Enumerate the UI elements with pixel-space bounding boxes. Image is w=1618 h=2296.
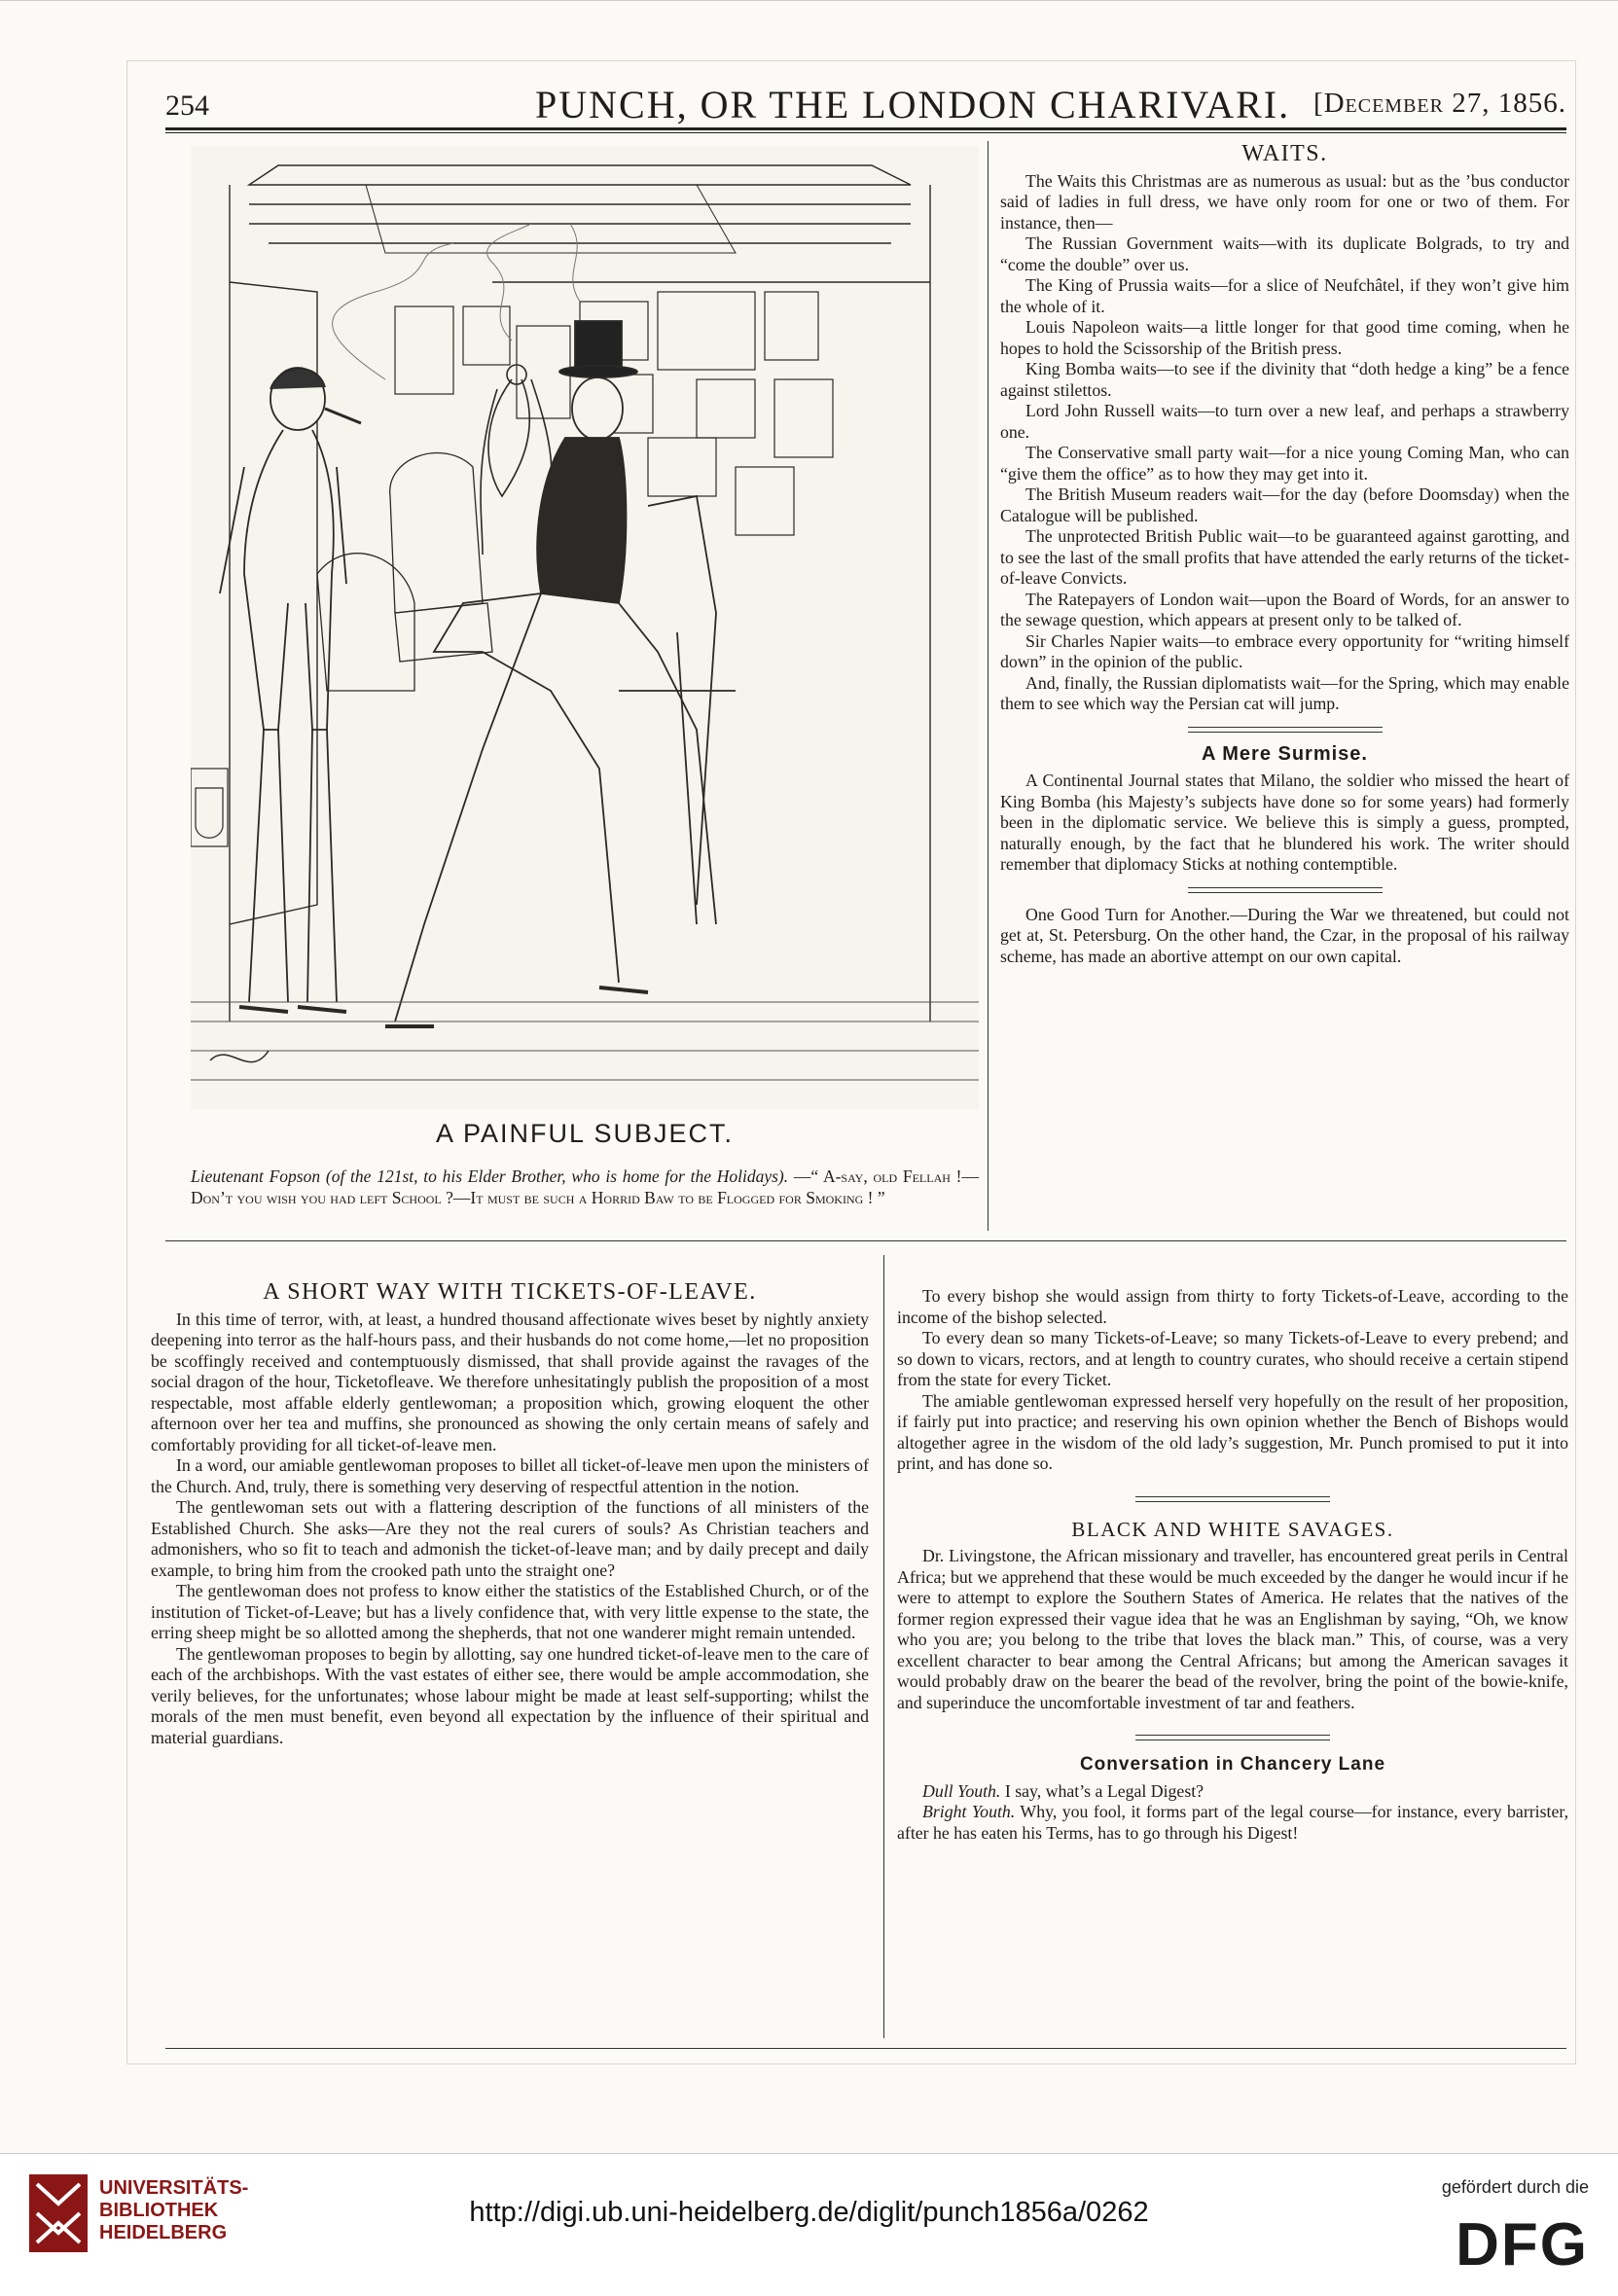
tickets-paragraph: The gentlewoman does not profess to know either the statistics of the Established Church, or of the institution of Ticket-of-Leave; but has a lively confidence that, with very little expense to the state, the erring sheep might be so allotted among the shepherds, that not one wanderer might remain untended. (151, 1581, 869, 1642)
waits-paragraph: Lord John Russell waits—to turn over a new leaf, and perhaps a strawberry one. (1000, 401, 1569, 442)
tickets-paragraph: In this time of terror, with, at least, a hundred thousand affectionate wives beset by nightly anxiety deepening into terror as the half-hours pass, and their husbands do not come home,—let no proposition be scoffingly received and contemptuously dismissed, that shall provide against the ravages of the social dragon of the hour, Ticketofleave. We therefore unhesitatingly publish the proposition of a most respectable, most affable elderly gentlewoman; a proposition which, growing eloquent the other afternoon over her tea and muffins, she pronounced as showing the only certain means of safely and comfortably providing for all ticket-of-leave men. (151, 1309, 869, 1454)
tickets-title: A SHORT WAY WITH TICKETS-OF-LEAVE. (263, 1279, 757, 1305)
page-number: 254 (165, 90, 209, 122)
tickets-continued-paragraph: The amiable gentlewoman expressed herself very hopefully on the result of her proposition, if fairly put into practice; and reserving his own opinion whether the Bench of Bishops would altogether agree in the wisdom of the old lady’s suggestion, Mr. Punch promised to put it into print, and has done so. (897, 1390, 1568, 1473)
chancery-speaker: Bright Youth. (922, 1802, 1016, 1821)
library-name-line: UNIVERSITÄTS- (99, 2177, 249, 2199)
column-divider-bottom (883, 1255, 884, 2038)
black-white-paragraph: Dr. Livingstone, the African missionary and traveller, has encountered great perils in Central Africa; but we apprehend that these would be much exceeded by the danger he would incur if he were to attempt to explore the Southern States of America. He relates that the natives of the former region expressed their vague idea that he was an Englishman by saying, “Oh, we know who you are; you belong to the tribe that loves the black man.” This, of course, was a very excellent character to bear among the Central Africans; but among the American savages it would probably draw on the bearer the bead of the revolver, bring the point of the bowie-knife, and superinduce the uncomfortable investment of tar and feathers. (897, 1546, 1568, 1712)
header-rule (165, 127, 1566, 130)
waits-paragraph: The Waits this Christmas are as numerous as usual: but as the ’bus conductor said of ladies in full dress, we have only room for one or two of them. For instance, then— (1000, 170, 1569, 233)
tickets-column (151, 1279, 869, 1748)
cartoon-caption-lead: Lieutenant Fopson (of the 121st, to his Elder Brother, who is home for the Holidays). (191, 1166, 789, 1186)
tickets-continued-paragraph: To every dean so many Tickets-of-Leave; so many Tickets-of-Leave to every prebend; and so down to vicars, rectors, and at length to country curates, who should receive a certain stipend from the state for every Ticket. (897, 1328, 1568, 1389)
funded-by-label: gefördert durch die (1441, 2177, 1589, 2197)
cartoon-caption (191, 1166, 979, 1208)
tickets-paragraph: The gentlewoman sets out with a flattering description of the functions of all ministers of the Established Church. She asks—Are they not the real curers of souls? As Christian teachers and admonishers, who so fit to teach and admonish the ticket-of-leave man; and by daily precept and daily example, to bring him from the crooked path unto the straight one? (151, 1497, 869, 1580)
tickets-paragraph: In a word, our amiable gentlewoman proposes to billet all ticket-of-leave men upon the ministers of the Church. And, truly, there is something very deserving of respectful attention in the notion. (151, 1455, 869, 1496)
waits-paragraph: The King of Prussia waits—for a slice of Neufchâtel, if they won’t give him the whole of it. (1000, 275, 1569, 316)
issue-date: [December 27, 1856. (1312, 88, 1566, 119)
tickets-continued-paragraph: To every bishop she would assign from thirty to forty Tickets-of-Leave, according to the income of the bishop selected. (897, 1286, 1568, 1327)
bottom-right-column (897, 1286, 1568, 1844)
bottom-rule (165, 2048, 1566, 2049)
library-name-line: BIBLIOTHEK (99, 2200, 219, 2221)
waits-paragraph: The British Museum readers wait—for the day (before Doomsday) when the Catalogue will be published. (1000, 484, 1569, 525)
one-good-turn-paragraph: One Good Turn for Another.—During the War we threatened, but could not get at, St. Petersburg. On the other hand, the Czar, in the proposal of his railway scheme, has made an abortive attempt on our own capital. (1000, 904, 1569, 966)
separator-rule (1188, 887, 1383, 893)
masthead-title: PUNCH, OR THE LONDON CHARIVARI. (535, 83, 1291, 126)
waits-paragraph: The Ratepayers of London wait—upon the Board of Words, for an answer to the sewage question, which appears at present only to be talked of. (1000, 589, 1569, 629)
chancery-text: Why, you fool, it forms part of the legal course—for instance, every barrister, after he has eaten his Terms, has to go through his Digest! (897, 1802, 1569, 1843)
source-url-link[interactable]: http://digi.ub.uni-heidelberg.de/diglit/punch1856a/0262 (469, 2197, 1149, 2228)
waits-paragraph: The Conservative small party wait—for a nice young Coming Man, who can “give them the office” as to how they may get into it. (1000, 443, 1569, 484)
chancery-text: I say, what’s a Legal Digest? (1004, 1780, 1205, 1801)
chancery-line (897, 1781, 1568, 1803)
dfg-logo: DFG (1456, 2211, 1589, 2278)
top-edge (0, 0, 1618, 1)
separator-rule (1188, 727, 1383, 733)
header-rule-thin (165, 132, 1566, 133)
black-white-title: BLACK AND WHITE SAVAGES. (1071, 1517, 1394, 1541)
waits-paragraph: King Bomba waits—to see if the divinity that “doth hedge a king” be a fence against stilettos. (1000, 359, 1569, 400)
separator-rule (1135, 1496, 1330, 1502)
chancery-title: Conversation in Chancery Lane (1079, 1754, 1386, 1775)
waits-column (1000, 141, 1569, 967)
separator-rule (1135, 1735, 1330, 1740)
waits-paragraph: And, finally, the Russian diplomatists wait—for the Spring, which may enable them to see which way the Persian cat will jump. (1000, 672, 1569, 713)
waits-title: WAITS. (1241, 141, 1328, 166)
library-name-line: HEIDELBERG (99, 2222, 228, 2243)
page-header (165, 78, 1566, 126)
mere-surmise-paragraph: A Continental Journal states that Milano, the soldier who missed the heart of King Bomba (his Majesty’s subjects have done so for some years) had formerly been in the diplomatic service. We believe this is simply a guess, prompted, naturally enough, by the fact that he blundered his work. The writer should remember that diplomacy Sticks at nothing contemptible. (1000, 771, 1569, 874)
mere-surmise-title: A Mere Surmise. (1202, 742, 1368, 765)
waits-paragraph: The Russian Government waits—with its duplicate Bolgrads, to try and “come the double” over us. (1000, 233, 1569, 274)
section-divider (165, 1240, 1566, 1241)
cartoon-caption-speech: —“ A-say, old Fellah !—Don’t you wish you had left School ?—It must be such a Horrid Baw to be Flogged for Smoking ! ” (191, 1166, 980, 1207)
chancery-speaker: Dull Youth. (922, 1780, 1001, 1801)
column-divider-top (988, 141, 989, 1231)
cartoon-illustration (191, 146, 979, 1109)
footer-rule (0, 2153, 1618, 2154)
waits-paragraph: The unprotected British Public wait—to be guaranteed against garotting, and to see the last of the small profits that have attended the early returns of the ticket-of-leave Convicts. (1000, 526, 1569, 588)
waits-paragraph: Sir Charles Napier waits—to embrace every opportunity for “writing himself down” in the opinion of the public. (1000, 630, 1569, 671)
chancery-line (897, 1802, 1568, 1844)
tickets-paragraph: The gentlewoman proposes to begin by allotting, say one hundred ticket-of-leave men to the care of each of the archbishops. With the vast estates of either see, there would be ample accommodation, she verily believes, for the unfortunates; whose labour might be made at least self-supporting; whilst the morals of the men must benefit, even beyond all expectation by the influence of their spiritual and material guardians. (151, 1643, 869, 1747)
cartoon-title: A PAINFUL SUBJECT. (435, 1119, 735, 1148)
waits-paragraph: Louis Napoleon waits—a little longer for that good time coming, when he hopes to hold the Scissorship of the British press. (1000, 317, 1569, 358)
